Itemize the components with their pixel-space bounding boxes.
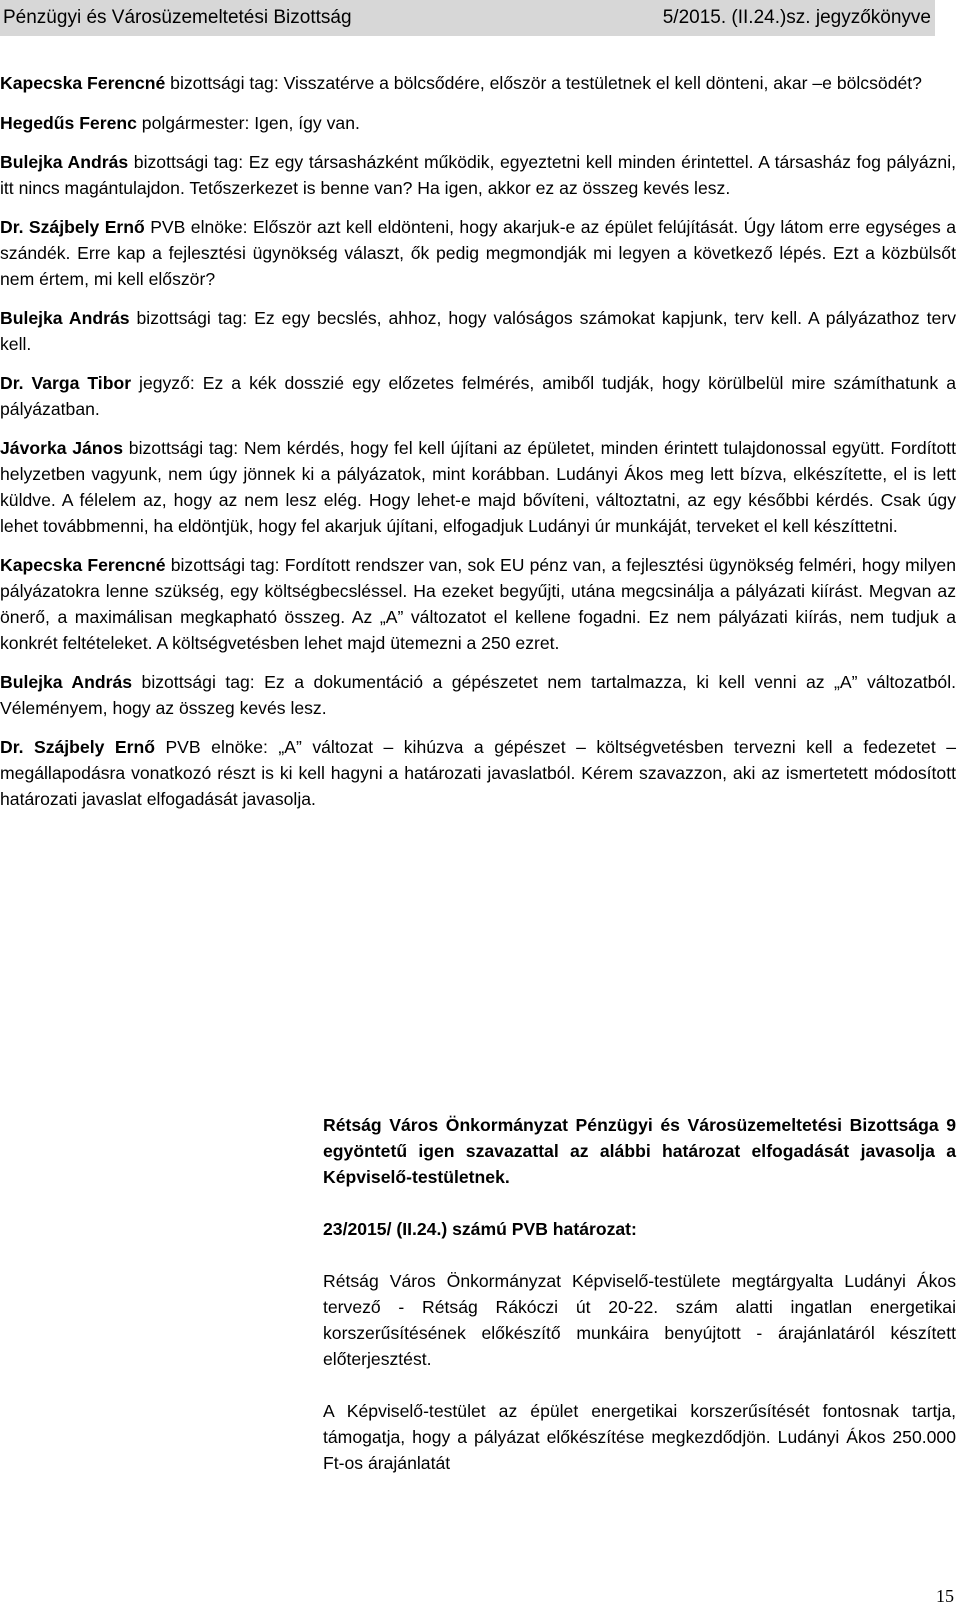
paragraph [0,552,956,656]
paragraph-text: bizottsági tag: Ez a dokumentáció a gépészetet nem tartalmazza, ki kell venni az „A” változatból. Véleményem, hogy az összeg kevés lesz. [0,672,957,718]
paragraph [0,149,956,201]
paragraph-text: bizottsági tag: Fordított rendszer van, sok EU pénz van, a fejlesztési ügynökség felméri, hogy milyen pályázatokra lenne szükség, egy költségbecsléssel. Ha ezeket begyűjti, utána megcsinálja a pályázati kiírást. Megvan az önerő, a maximálisan megkapható összeg. Az „A” változatot el kellene fogadni. Ez nem pályázati kiírás, nem tudjuk a konkrét feltételeket. A költségvetésben lehet majd ütemezni a 250 ezret. [0,555,956,653]
resolution-text: Rétság Város Önkormányzat Képviselő-testülete megtárgyalta Ludányi Ákos tervező - Rétság Rákóczi út 20-22. szám alatti ingatlan energetikai korszerűsítésének előkészítő munkáira benyújtott - árajánlatáról készített előterjesztést. [323,1271,956,1369]
paragraph [0,70,956,97]
paragraph-text: bizottsági tag: Ez egy társasházként működik, egyeztetni kell minden érintettel. A társasház fog pályázni, itt nincs magántulajdon. Tetőszerkezet is benne van? Ha igen, akkor ez az összeg kevés lesz. [0,152,956,198]
paragraph [0,110,956,136]
paragraph-text: bizottsági tag: Nem kérdés, hogy fel kell újítani az épületet, minden érintett tulajdonossal együtt. Fordított helyzetben vagyunk, nem úgy jönnek ki a pályázatok, mint korábban. Ludányi Ákos meg lett bízva, elkészítette, el is lett küldve. A félelem az, hogy az nem lesz elég. Hogy lehet-e majd bővíteni, változtatni, az egy későbbi kérdés. Csak úgy lehet továbbmenni, ha eldöntjük, hogy fel akarjuk újítani, elfogadjuk Ludányi úr munkáját, terveket el kell készíttetni. [0,438,957,536]
speaker-name: Bulejka András [0,308,130,328]
paragraph-text: polgármester: Igen, így van. [136,113,360,133]
speaker-name: Dr. Varga Tibor [0,373,132,393]
minutes-body [0,70,956,825]
header-doc-number: 5/2015. (II.24.)sz. jegyzőkönyve [662,7,931,28]
header-title: Pénzügyi és Városüzemeltetési Bizottság [3,7,352,28]
page-number: 15 [936,1586,954,1606]
paragraph [0,305,956,357]
speaker-name: Kapecska Ferencné [0,555,166,575]
resolution-block [323,1112,956,1502]
paragraph-text: bizottsági tag: Ez egy becslés, ahhoz, hogy valóságos számokat kapjunk, terv kell. A pályázathoz terv kell. [0,308,956,354]
speaker-name: Kapecska Ferencné [0,73,166,93]
speaker-name: Dr. Szájbely Ernő [0,737,155,757]
paragraph [0,669,956,721]
paragraph-text: bizottsági tag: Visszatérve a bölcsődére, először a testületnek el kell dönteni, akar –e bölcsödét? [165,73,922,93]
speaker-name: Bulejka András [0,152,129,172]
resolution-title: 23/2015/ (II.24.) számú PVB határozat: [323,1219,637,1239]
speaker-name: Hegedűs Ferenc [0,113,137,133]
paragraph [0,734,956,812]
speaker-name: Dr. Szájbely Ernő [0,217,145,237]
vote-statement: Rétság Város Önkormányzat Pénzügyi és Városüzemeltetési Bizottsága 9 egyöntetű igen szavazattal az alábbi határozat elfogadását javasolja a Képviselő-testületnek. [323,1115,956,1187]
page-header [0,0,935,36]
paragraph-text: PVB elnöke: Először azt kell eldönteni, hogy akarjuk-e az épület felújítását. Úgy látom erre egységes a szándék. Erre kap a fejlesztési ügynökség választ, ők pedig megmondják mi legyen a következő lépés. Ezt a közbülsőt nem értem, mi kell először? [0,217,957,289]
speaker-name: Jávorka János [0,438,124,458]
paragraph-text: jegyző: Ez a kék dosszié egy előzetes felmérés, amiből tudják, hogy körülbelül mire számíthatunk a pályázatban. [0,373,956,419]
paragraph [0,214,956,292]
paragraph [0,435,956,539]
speaker-name: Bulejka András [0,672,133,692]
paragraph [0,370,956,422]
resolution-text: A Képviselő-testület az épület energetikai korszerűsítését fontosnak tartja, támogatja, hogy a pályázat előkészítése megkezdődjön. Ludányi Ákos 250.000 Ft-os árajánlatát [323,1401,956,1473]
paragraph-text: PVB elnöke: „A” változat – kihúzva a gépészet – költségvetésben tervezni kell a fedezetet – megállapodásra vonatkozó részt is ki kell hagyni a határozati javaslatból. Kérem szavazzon, aki az ismertetett módosított határozati javaslat elfogadását javasolja. [0,737,956,809]
